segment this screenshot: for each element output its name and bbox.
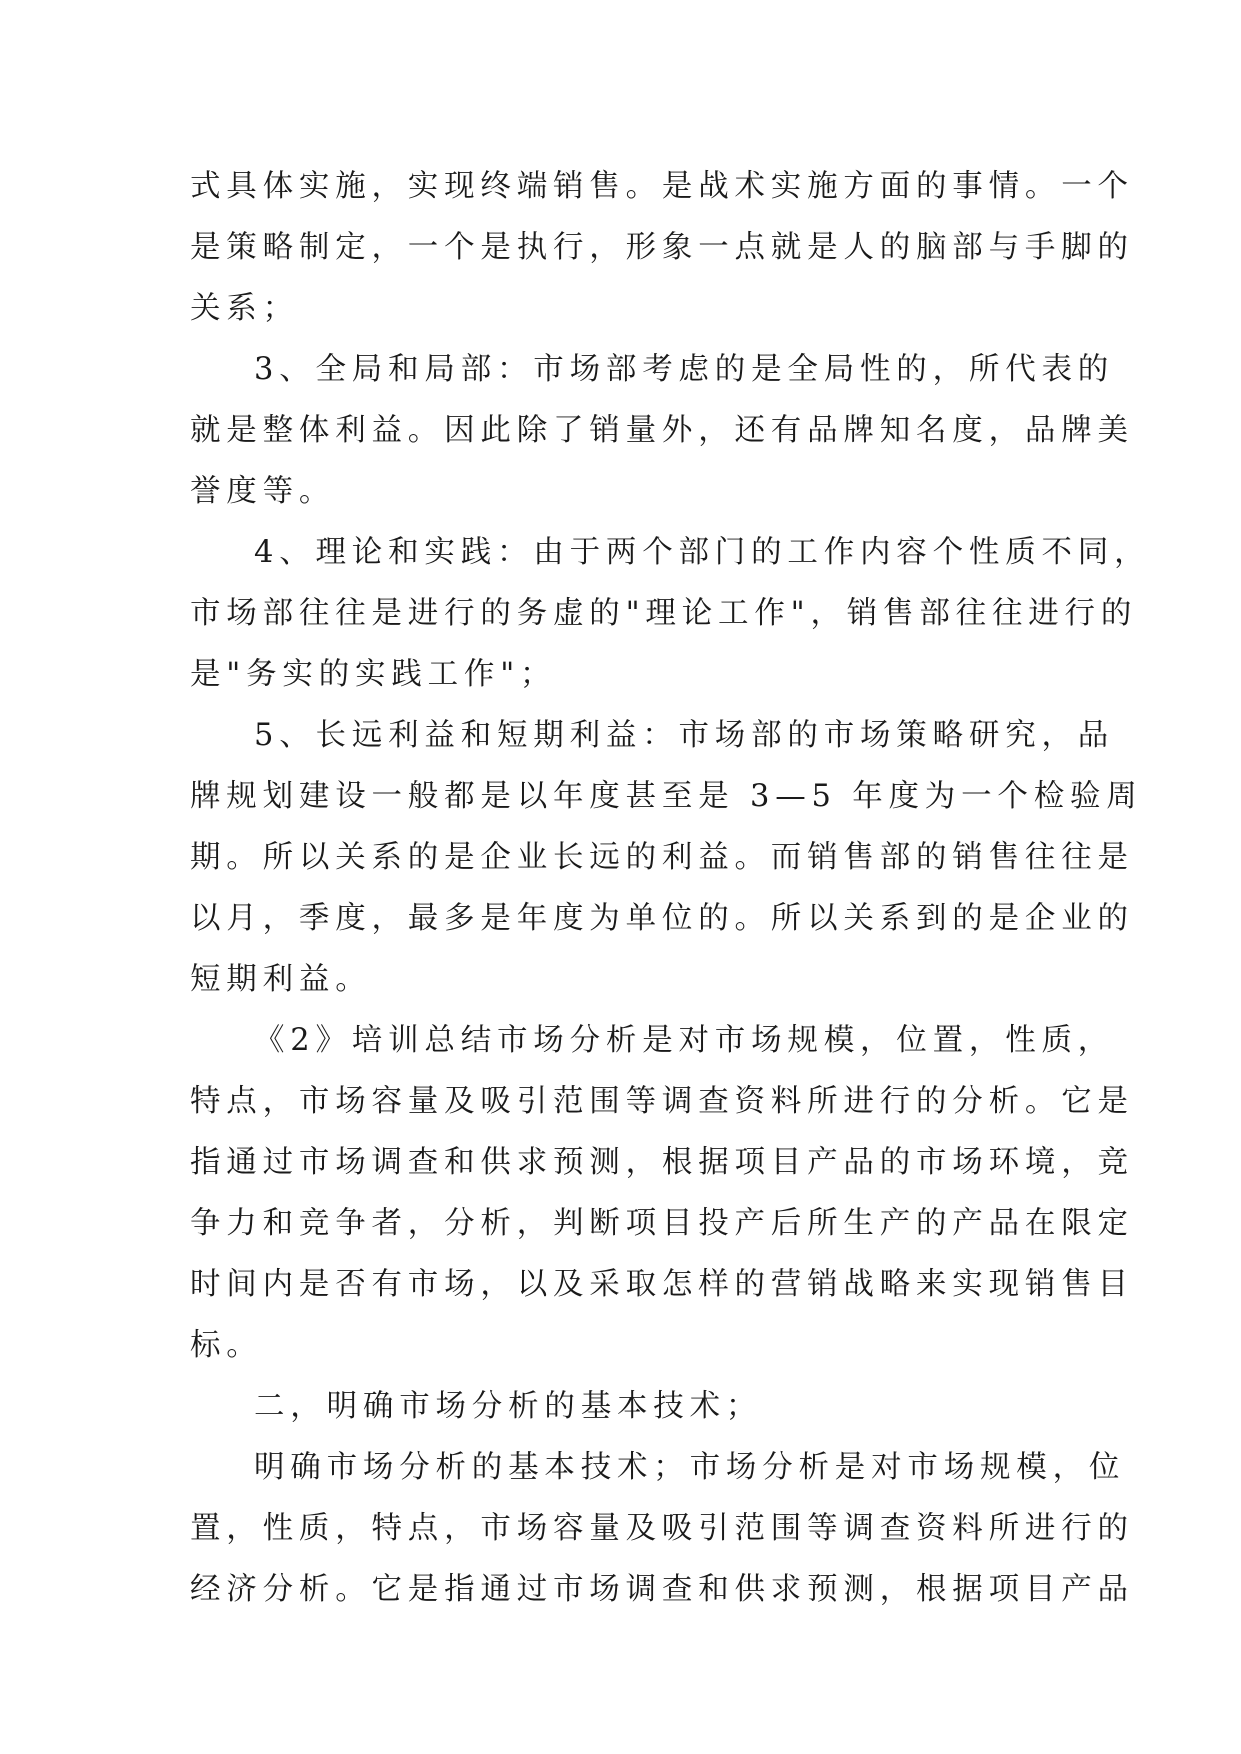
text-line: 牌规划建设一般都是以年度甚至是 3—5 年度为一个检验周 [190, 779, 1143, 814]
text-line: 明确市场分析的基本技术；市场分析是对市场规模，位 [254, 1450, 1126, 1485]
text-line: 指通过市场调查和供求预测，根据项目产品的市场环境，竞 [190, 1145, 1134, 1180]
text-line: 以月，季度，最多是年度为单位的。所以关系到的是企业的 [190, 901, 1134, 936]
text-line: 5、长远利益和短期利益：市场部的市场策略研究，品 [254, 718, 1115, 753]
text-line: 式具体实施，实现终端销售。是战术实施方面的事情。一个 [190, 169, 1134, 204]
text-line: 是"务实的实践工作"； [190, 657, 557, 692]
text-line: 置，性质，特点，市场容量及吸引范围等调查资料所进行的 [190, 1511, 1134, 1546]
text-line: 4、理论和实践：由于两个部门的工作内容个性质不同， [254, 535, 1151, 570]
text-line: 特点，市场容量及吸引范围等调查资料所进行的分析。它是 [190, 1084, 1134, 1119]
text-line: 期。所以关系的是企业长远的利益。而销售部的销售往往是 [190, 840, 1134, 875]
text-line: 誉度等。 [190, 474, 336, 509]
text-line: 标。 [190, 1328, 263, 1363]
text-line: 市场部往往是进行的务虚的"理论工作"，销售部往往进行的 [190, 596, 1138, 631]
text-line: 短期利益。 [190, 962, 372, 997]
text-line: 是策略制定，一个是执行，形象一点就是人的脑部与手脚的 [190, 230, 1134, 265]
text-line: 时间内是否有市场，以及采取怎样的营销战略来实现销售目 [190, 1267, 1134, 1302]
text-line: 《2》培训总结市场分析是对市场规模，位置，性质， [254, 1023, 1115, 1058]
text-line: 经济分析。它是指通过市场调查和供求预测，根据项目产品 [190, 1572, 1134, 1607]
text-line: 就是整体利益。因此除了销量外，还有品牌知名度，品牌美 [190, 413, 1134, 448]
text-line: 二，明确市场分析的基本技术； [254, 1389, 763, 1424]
document-body [190, 156, 1151, 1620]
text-line: 3、全局和局部：市场部考虑的是全局性的，所代表的 [254, 352, 1115, 387]
text-line: 争力和竞争者，分析，判断项目投产后所生产的产品在限定 [190, 1206, 1134, 1241]
text-line: 关系； [190, 291, 299, 326]
